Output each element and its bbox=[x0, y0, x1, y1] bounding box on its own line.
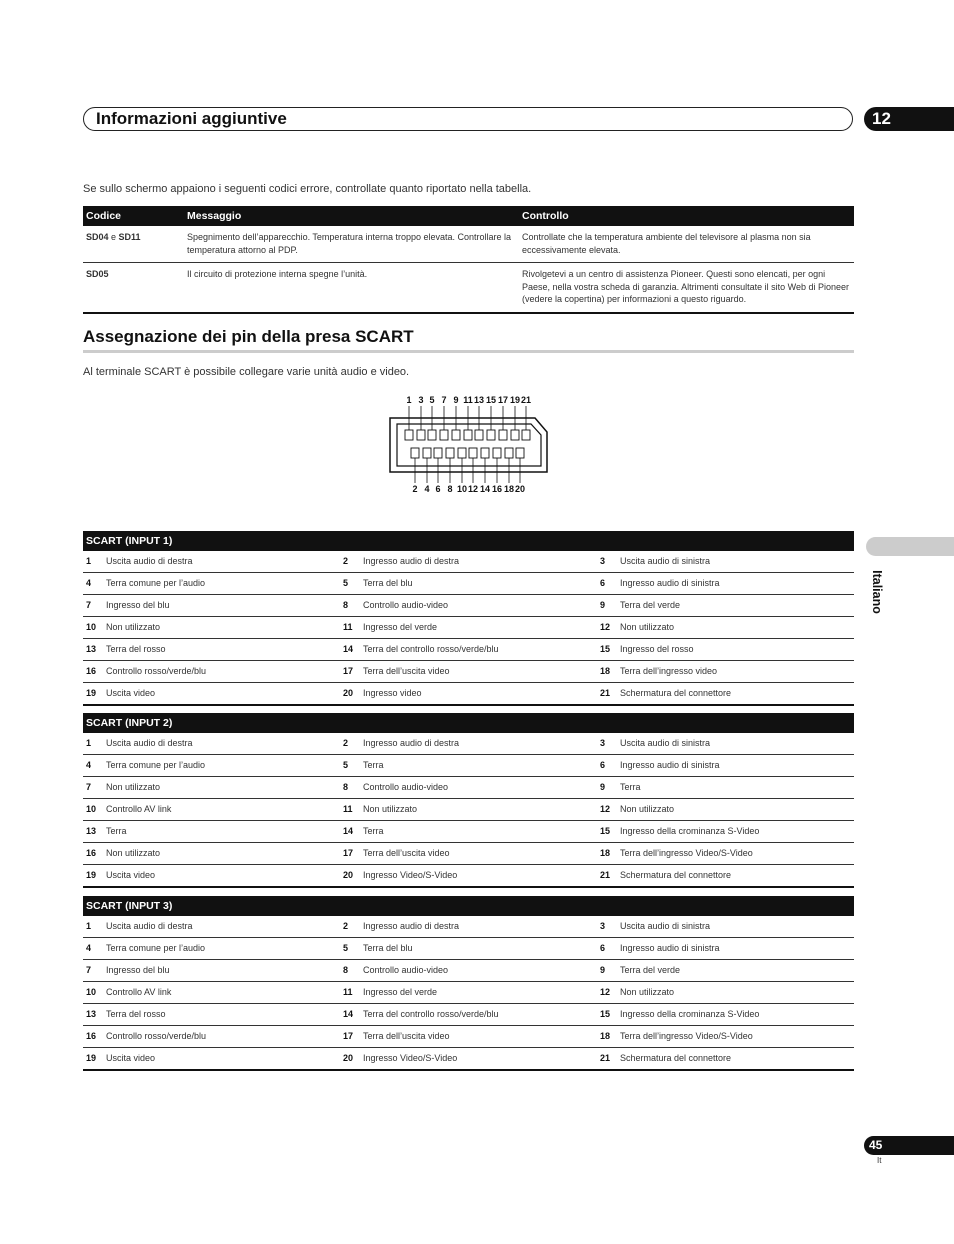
pin-label-bottom: 20 bbox=[514, 484, 526, 494]
pin-description: Terra comune per l’audio bbox=[106, 943, 206, 953]
page-number-tab bbox=[864, 1136, 954, 1155]
pin-description: Terra del verde bbox=[620, 600, 681, 610]
pin-number: 14 bbox=[343, 826, 354, 836]
section-intro: Al terminale SCART è possibile collegare varie unità audio e video. bbox=[83, 366, 410, 378]
pin-description: Uscita video bbox=[106, 688, 156, 698]
pin-number: 1 bbox=[86, 738, 92, 748]
pin-cell bbox=[597, 551, 854, 572]
page-language: It bbox=[877, 1156, 882, 1165]
pin-number: 1 bbox=[86, 921, 92, 931]
pin-cell bbox=[83, 639, 340, 660]
pin-description: Terra comune per l’audio bbox=[106, 760, 206, 770]
table-row bbox=[83, 551, 854, 573]
pin-cell bbox=[597, 1004, 854, 1025]
pin-description: Terra del blu bbox=[363, 578, 413, 588]
pin-cell bbox=[83, 843, 340, 864]
pin-label-bottom: 12 bbox=[467, 484, 479, 494]
pin-number: 11 bbox=[343, 622, 353, 632]
pin-contact bbox=[505, 448, 513, 458]
pin-cell bbox=[340, 960, 597, 981]
pin-number: 7 bbox=[86, 782, 92, 792]
pin-label-bottom: 14 bbox=[479, 484, 491, 494]
pin-description: Non utilizzato bbox=[106, 848, 161, 858]
pin-cell bbox=[597, 683, 854, 704]
pin-number: 5 bbox=[343, 760, 349, 770]
pin-description: Ingresso della crominanza S-Video bbox=[620, 826, 760, 836]
pin-cell bbox=[83, 1026, 340, 1047]
table-row bbox=[83, 1026, 854, 1048]
pin-label-top: 17 bbox=[497, 395, 509, 405]
pin-label-bottom: 6 bbox=[435, 484, 441, 494]
pin-cell bbox=[83, 982, 340, 1003]
pin-number: 20 bbox=[343, 870, 354, 880]
pin-cell bbox=[597, 777, 854, 798]
pin-number: 10 bbox=[86, 804, 97, 814]
table-row bbox=[83, 821, 854, 843]
pin-description: Terra bbox=[620, 782, 641, 792]
pin-number: 2 bbox=[343, 556, 349, 566]
pin-cell bbox=[597, 661, 854, 682]
pin-description: Terra del blu bbox=[363, 943, 413, 953]
pin-contact bbox=[499, 430, 507, 440]
pin-contact bbox=[405, 430, 413, 440]
pin-cell bbox=[340, 661, 597, 682]
pin-description: Terra dell’uscita video bbox=[363, 848, 450, 858]
pin-contact bbox=[423, 448, 431, 458]
pin-number: 2 bbox=[343, 738, 349, 748]
pin-cell bbox=[597, 960, 854, 981]
pin-contact bbox=[417, 430, 425, 440]
pin-description: Ingresso audio di sinistra bbox=[620, 943, 720, 953]
scart-table-2 bbox=[83, 713, 854, 888]
pin-description: Terra bbox=[363, 760, 384, 770]
language-side-label: Italiano bbox=[869, 570, 884, 614]
pin-number: 21 bbox=[600, 870, 611, 880]
pin-cell bbox=[597, 799, 854, 820]
pin-description: Non utilizzato bbox=[620, 622, 675, 632]
pin-contact bbox=[469, 448, 477, 458]
pin-number: 13 bbox=[86, 1009, 97, 1019]
pin-cell bbox=[340, 865, 597, 886]
pin-number: 13 bbox=[86, 644, 97, 654]
table-row bbox=[83, 733, 854, 755]
pin-description: Schermatura del connettore bbox=[620, 688, 732, 698]
pin-cell bbox=[83, 617, 340, 638]
chapter-header bbox=[83, 107, 853, 131]
pin-cell bbox=[597, 938, 854, 959]
pin-cell bbox=[597, 916, 854, 937]
pin-cell bbox=[83, 960, 340, 981]
pin-description: Terra del controllo rosso/verde/blu bbox=[363, 1009, 499, 1019]
pin-description: Ingresso del verde bbox=[363, 622, 438, 632]
table-row bbox=[83, 595, 854, 617]
table-row bbox=[83, 755, 854, 777]
pin-cell bbox=[83, 821, 340, 842]
pin-number: 8 bbox=[343, 600, 349, 610]
pin-cell bbox=[597, 733, 854, 754]
pin-label-top: 9 bbox=[453, 395, 459, 405]
pin-number: 4 bbox=[86, 760, 92, 770]
chapter-title: Informazioni aggiuntive bbox=[96, 109, 287, 128]
pin-number: 12 bbox=[600, 622, 611, 632]
page-number: 45 bbox=[869, 1138, 883, 1152]
pin-description: Ingresso del verde bbox=[363, 987, 438, 997]
pin-number: 5 bbox=[343, 578, 349, 588]
pin-description: Uscita video bbox=[106, 1053, 156, 1063]
pin-description: Non utilizzato bbox=[363, 804, 418, 814]
table-row bbox=[83, 661, 854, 683]
pin-number: 15 bbox=[600, 644, 611, 654]
pin-description: Non utilizzato bbox=[106, 782, 161, 792]
pin-cell bbox=[597, 755, 854, 776]
pin-description: Uscita audio di sinistra bbox=[620, 738, 711, 748]
pin-cell bbox=[597, 982, 854, 1003]
error-code: SD04 e SD11 bbox=[83, 226, 184, 263]
pin-contact bbox=[481, 448, 489, 458]
pin-contact bbox=[458, 448, 466, 458]
pin-label-bottom: 10 bbox=[456, 484, 468, 494]
pin-number: 4 bbox=[86, 578, 92, 588]
pin-cell bbox=[83, 573, 340, 594]
chapter-number-tab bbox=[864, 107, 954, 131]
pin-description: Terra dell’uscita video bbox=[363, 1031, 450, 1041]
scart-table-title: SCART (INPUT 2) bbox=[83, 713, 854, 733]
table-row bbox=[83, 938, 854, 960]
pin-contact bbox=[493, 448, 501, 458]
error-check: Controllate che la temperatura ambiente del televisore al plasma non sia eccessivamente elevata. bbox=[519, 226, 854, 263]
table-row bbox=[83, 843, 854, 865]
pin-cell bbox=[597, 843, 854, 864]
error-code: SD05 bbox=[83, 263, 184, 313]
table-row bbox=[83, 263, 854, 313]
pin-description: Terra del rosso bbox=[106, 644, 166, 654]
pin-description: Non utilizzato bbox=[106, 622, 161, 632]
pin-cell bbox=[340, 1048, 597, 1069]
pin-number: 21 bbox=[600, 688, 611, 698]
pin-cell bbox=[597, 1048, 854, 1069]
scart-table-title: SCART (INPUT 1) bbox=[83, 531, 854, 551]
pin-number: 9 bbox=[600, 965, 606, 975]
pin-description: Uscita audio di destra bbox=[106, 921, 193, 931]
pin-number: 11 bbox=[343, 804, 353, 814]
pin-contact bbox=[464, 430, 472, 440]
pin-number: 9 bbox=[600, 600, 606, 610]
pin-description: Uscita audio di sinistra bbox=[620, 556, 711, 566]
table-row bbox=[83, 1004, 854, 1026]
section-title: Assegnazione dei pin della presa SCART bbox=[83, 327, 414, 346]
error-table bbox=[83, 206, 854, 314]
pin-cell bbox=[340, 639, 597, 660]
pin-number: 19 bbox=[86, 870, 97, 880]
pin-number: 17 bbox=[343, 1031, 354, 1041]
pin-number: 18 bbox=[600, 848, 611, 858]
pin-number: 6 bbox=[600, 578, 606, 588]
pin-cell bbox=[340, 821, 597, 842]
pin-description: Schermatura del connettore bbox=[620, 1053, 732, 1063]
table-row bbox=[83, 573, 854, 595]
pin-cell bbox=[83, 865, 340, 886]
pin-number: 17 bbox=[343, 666, 354, 676]
pin-cell bbox=[340, 595, 597, 616]
pin-cell bbox=[340, 755, 597, 776]
pin-description: Terra del controllo rosso/verde/blu bbox=[363, 644, 499, 654]
pin-label-top: 11 bbox=[463, 395, 473, 405]
pin-number: 3 bbox=[600, 556, 606, 566]
pin-number: 8 bbox=[343, 965, 349, 975]
pin-number: 19 bbox=[86, 1053, 97, 1063]
pin-label-top: 1 bbox=[406, 395, 412, 405]
pin-number: 19 bbox=[86, 688, 97, 698]
pin-cell bbox=[340, 1026, 597, 1047]
pin-cell bbox=[340, 733, 597, 754]
pin-cell bbox=[340, 573, 597, 594]
pin-cell bbox=[340, 843, 597, 864]
pin-cell bbox=[340, 551, 597, 572]
pin-number: 14 bbox=[343, 644, 354, 654]
pin-cell bbox=[83, 938, 340, 959]
pin-contact bbox=[446, 448, 454, 458]
pin-label-top: 7 bbox=[441, 395, 447, 405]
error-intro: Se sullo schermo appaiono i seguenti codici errore, controllate quanto riportato nella tabella. bbox=[83, 183, 532, 195]
pin-cell bbox=[597, 639, 854, 660]
table-row bbox=[83, 799, 854, 821]
pin-cell bbox=[340, 683, 597, 704]
pin-description: Ingresso Video/S-Video bbox=[363, 870, 458, 880]
pin-number: 16 bbox=[86, 848, 97, 858]
pin-contact bbox=[516, 448, 524, 458]
pin-number: 13 bbox=[86, 826, 97, 836]
pin-description: Controllo rosso/verde/blu bbox=[106, 1031, 207, 1041]
pin-label-bottom: 4 bbox=[424, 484, 430, 494]
pin-number: 4 bbox=[86, 943, 92, 953]
pin-cell bbox=[340, 1004, 597, 1025]
error-message: Il circuito di protezione interna spegne l’unità. bbox=[184, 263, 519, 313]
pin-number: 8 bbox=[343, 782, 349, 792]
pin-number: 12 bbox=[600, 804, 611, 814]
scart-table-title: SCART (INPUT 3) bbox=[83, 896, 854, 916]
pin-description: Uscita audio di destra bbox=[106, 556, 193, 566]
table-row bbox=[83, 226, 854, 263]
pin-number: 3 bbox=[600, 921, 606, 931]
pin-description: Ingresso audio di destra bbox=[363, 556, 460, 566]
pin-number: 12 bbox=[600, 987, 611, 997]
pin-cell bbox=[597, 573, 854, 594]
pin-description: Controllo audio-video bbox=[363, 600, 449, 610]
pin-number: 6 bbox=[600, 943, 606, 953]
pin-description: Non utilizzato bbox=[620, 804, 675, 814]
pin-description: Controllo audio-video bbox=[363, 965, 449, 975]
pin-number: 17 bbox=[343, 848, 354, 858]
pin-number: 10 bbox=[86, 987, 97, 997]
pin-contact bbox=[434, 448, 442, 458]
pin-number: 7 bbox=[86, 965, 92, 975]
pin-label-bottom: 8 bbox=[447, 484, 453, 494]
table-row bbox=[83, 639, 854, 661]
scart-outline bbox=[390, 418, 547, 472]
pin-cell bbox=[83, 1004, 340, 1025]
pin-number: 15 bbox=[600, 1009, 611, 1019]
pin-description: Uscita audio di sinistra bbox=[620, 921, 711, 931]
pin-number: 21 bbox=[600, 1053, 611, 1063]
pin-cell bbox=[83, 551, 340, 572]
pin-label-top: 15 bbox=[485, 395, 497, 405]
pin-number: 5 bbox=[343, 943, 349, 953]
pin-label-bottom: 16 bbox=[491, 484, 503, 494]
pin-contact bbox=[428, 430, 436, 440]
table-row bbox=[83, 1048, 854, 1071]
pin-cell bbox=[340, 777, 597, 798]
pin-contact bbox=[511, 430, 519, 440]
pin-cell bbox=[340, 916, 597, 937]
pin-description: Terra del verde bbox=[620, 965, 681, 975]
pin-cell bbox=[83, 755, 340, 776]
pin-label-top: 21 bbox=[520, 395, 532, 405]
pin-description: Ingresso audio di sinistra bbox=[620, 760, 720, 770]
pin-number: 20 bbox=[343, 688, 354, 698]
pin-description: Terra comune per l’audio bbox=[106, 578, 206, 588]
table-row bbox=[83, 617, 854, 639]
pin-number: 7 bbox=[86, 600, 92, 610]
table-row bbox=[83, 960, 854, 982]
side-tab bbox=[866, 537, 954, 556]
section-divider bbox=[83, 350, 854, 353]
pin-contact bbox=[522, 430, 530, 440]
table-row bbox=[83, 865, 854, 888]
pin-description: Controllo audio-video bbox=[363, 782, 449, 792]
pin-label-top: 3 bbox=[418, 395, 424, 405]
pin-description: Ingresso del rosso bbox=[620, 644, 694, 654]
pin-description: Terra dell’ingresso video bbox=[620, 666, 718, 676]
pin-cell bbox=[597, 617, 854, 638]
scart-pin-diagram bbox=[385, 392, 555, 498]
pin-number: 3 bbox=[600, 738, 606, 748]
pin-description: Ingresso audio di sinistra bbox=[620, 578, 720, 588]
pin-label-bottom: 2 bbox=[412, 484, 418, 494]
pin-description: Controllo rosso/verde/blu bbox=[106, 666, 207, 676]
pin-number: 16 bbox=[86, 1031, 97, 1041]
pin-cell bbox=[83, 1048, 340, 1069]
pin-number: 6 bbox=[600, 760, 606, 770]
pin-cell bbox=[83, 683, 340, 704]
pin-cell bbox=[83, 799, 340, 820]
pin-cell bbox=[597, 595, 854, 616]
pin-cell bbox=[597, 821, 854, 842]
pin-description: Terra bbox=[106, 826, 127, 836]
pin-contact bbox=[452, 430, 460, 440]
pin-description: Terra dell’uscita video bbox=[363, 666, 450, 676]
pin-cell bbox=[83, 733, 340, 754]
pin-contact bbox=[475, 430, 483, 440]
pin-description: Terra dell’ingresso Video/S-Video bbox=[620, 848, 753, 858]
table-row bbox=[83, 683, 854, 706]
pin-description: Uscita video bbox=[106, 870, 156, 880]
pin-number: 2 bbox=[343, 921, 349, 931]
pin-cell bbox=[83, 916, 340, 937]
pin-description: Ingresso della crominanza S-Video bbox=[620, 1009, 760, 1019]
pin-number: 9 bbox=[600, 782, 606, 792]
pin-description: Controllo AV link bbox=[106, 804, 172, 814]
pin-number: 20 bbox=[343, 1053, 354, 1063]
pin-contact bbox=[411, 448, 419, 458]
scart-table-3 bbox=[83, 896, 854, 1071]
pin-label-bottom: 18 bbox=[503, 484, 515, 494]
pin-cell bbox=[340, 799, 597, 820]
pin-cell bbox=[340, 617, 597, 638]
col-header-check: Controllo bbox=[519, 206, 854, 226]
pin-number: 18 bbox=[600, 1031, 611, 1041]
pin-number: 14 bbox=[343, 1009, 354, 1019]
pin-number: 16 bbox=[86, 666, 97, 676]
col-header-code: Codice bbox=[83, 206, 184, 226]
pin-description: Non utilizzato bbox=[620, 987, 675, 997]
pin-description: Schermatura del connettore bbox=[620, 870, 732, 880]
chapter-number: 12 bbox=[872, 109, 891, 128]
pin-label-top: 13 bbox=[473, 395, 485, 405]
pin-cell bbox=[83, 661, 340, 682]
pin-number: 11 bbox=[343, 987, 353, 997]
col-header-message: Messaggio bbox=[184, 206, 519, 226]
pin-number: 10 bbox=[86, 622, 97, 632]
pin-number: 15 bbox=[600, 826, 611, 836]
pin-cell bbox=[83, 595, 340, 616]
pin-description: Controllo AV link bbox=[106, 987, 172, 997]
scart-table-1 bbox=[83, 531, 854, 706]
pin-label-top: 19 bbox=[509, 395, 521, 405]
pin-description: Terra dell’ingresso Video/S-Video bbox=[620, 1031, 753, 1041]
pin-cell bbox=[340, 982, 597, 1003]
table-row bbox=[83, 982, 854, 1004]
pin-label-top: 5 bbox=[429, 395, 435, 405]
error-check: Rivolgetevi a un centro di assistenza Pioneer. Questi sono elencati, per ogni Paese, nella vostra scheda di garanzia. Altrimenti consultate il sito Web di Pioneer (vedere la copertina) per informazioni a questo riguardo. bbox=[519, 263, 854, 313]
pin-description: Uscita audio di destra bbox=[106, 738, 193, 748]
pin-cell bbox=[597, 865, 854, 886]
pin-description: Ingresso Video/S-Video bbox=[363, 1053, 458, 1063]
pin-description: Ingresso del blu bbox=[106, 600, 170, 610]
pin-description: Terra bbox=[363, 826, 384, 836]
pin-description: Ingresso video bbox=[363, 688, 422, 698]
pin-cell bbox=[597, 1026, 854, 1047]
pin-contact bbox=[487, 430, 495, 440]
pin-description: Ingresso audio di destra bbox=[363, 921, 460, 931]
table-row bbox=[83, 777, 854, 799]
pin-description: Terra del rosso bbox=[106, 1009, 166, 1019]
pin-contact bbox=[440, 430, 448, 440]
error-message: Spegnimento dell’apparecchio. Temperatura interna troppo elevata. Controllare la temperatura attorno al PDP. bbox=[184, 226, 519, 263]
pin-number: 18 bbox=[600, 666, 611, 676]
pin-description: Ingresso del blu bbox=[106, 965, 170, 975]
table-row bbox=[83, 916, 854, 938]
pin-number: 1 bbox=[86, 556, 92, 566]
pin-cell bbox=[340, 938, 597, 959]
pin-description: Ingresso audio di destra bbox=[363, 738, 460, 748]
pin-cell bbox=[83, 777, 340, 798]
